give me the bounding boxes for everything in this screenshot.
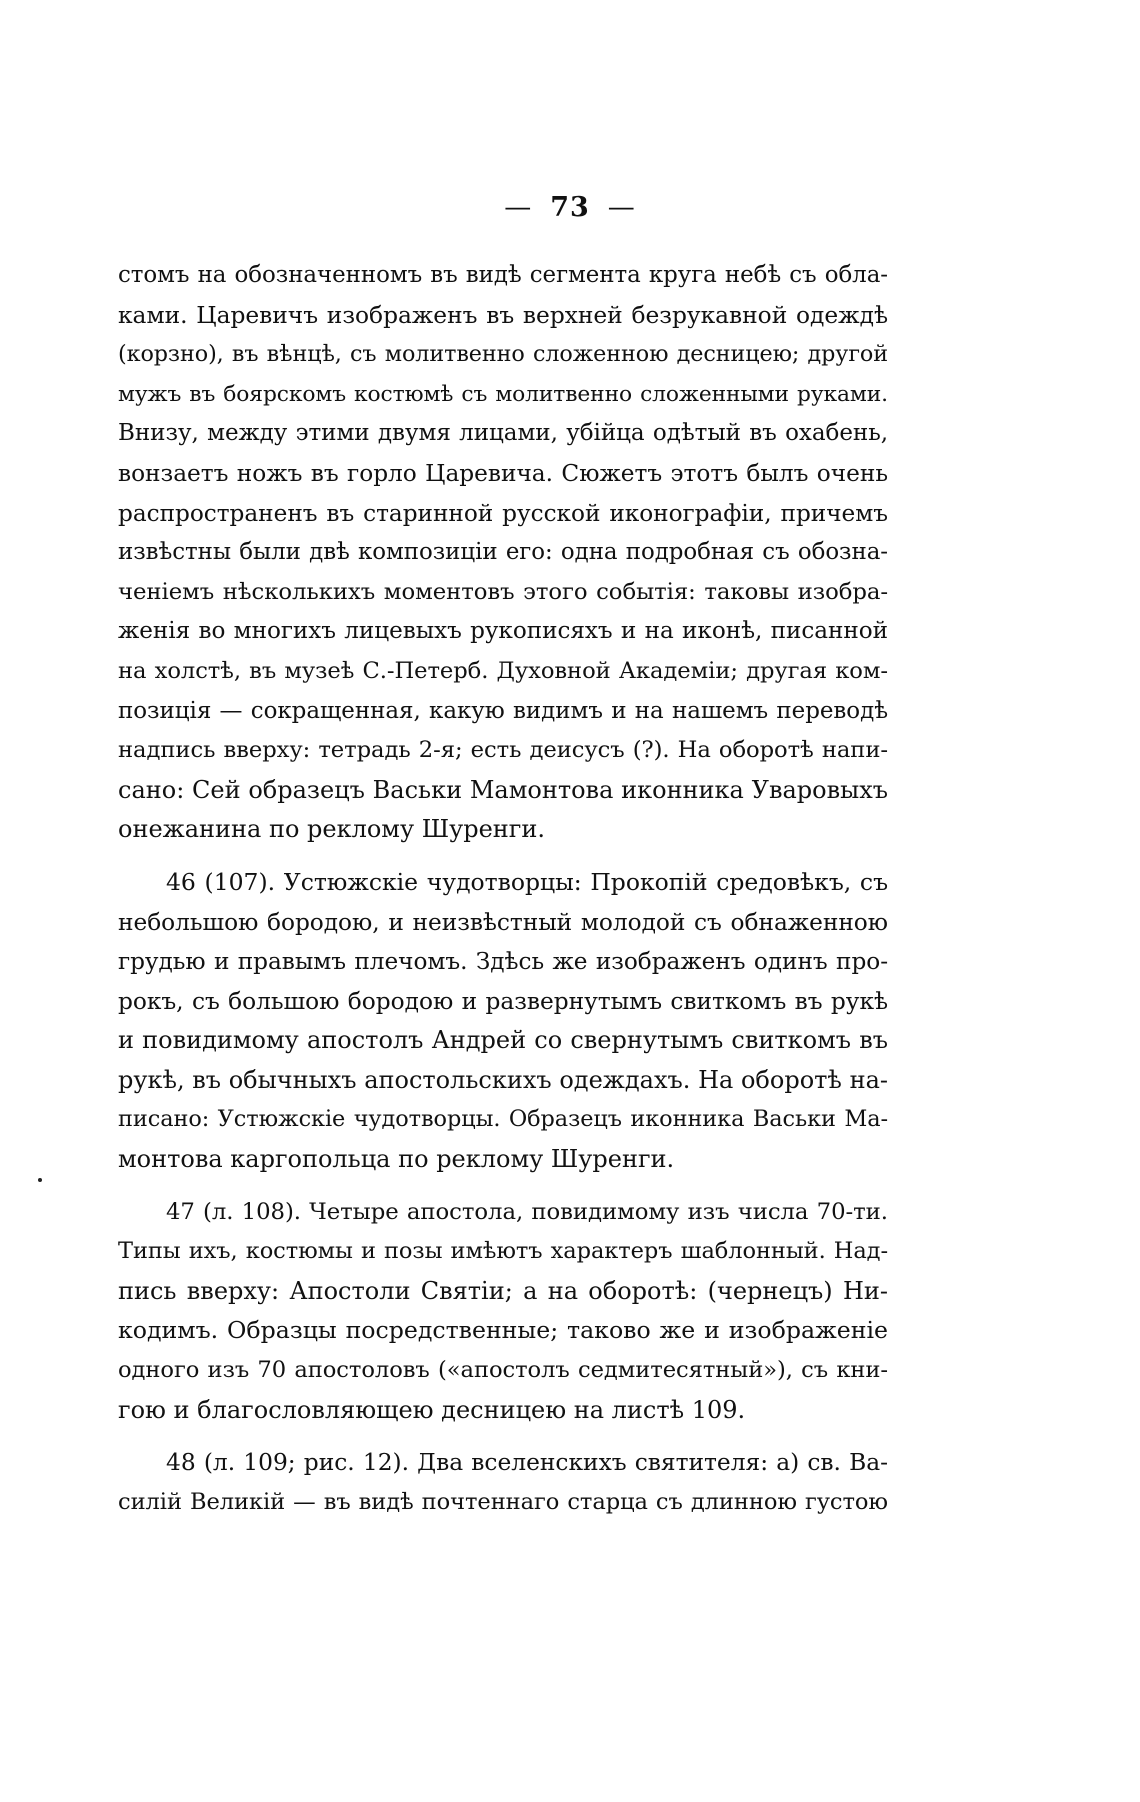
text-line: гою и благословляющею десницею на листѣ 109. xyxy=(118,1395,746,1424)
text-line: ками. Царевичъ изображенъ въ верхней безрукавной одеждѣ xyxy=(118,300,888,329)
paragraph-gap xyxy=(118,1430,888,1443)
text-line: и повидимому апостолъ Андрей со свернутымъ свиткомъ въ xyxy=(118,1026,888,1055)
text-line: Типы ихъ, костюмы и позы имѣютъ характеръ шаблонный. Над- xyxy=(118,1238,888,1265)
paragraph xyxy=(118,256,888,850)
text-line: Внизу, между этими двумя лицами, убійца одѣтый въ охабень, xyxy=(118,420,888,447)
paragraph xyxy=(118,1443,888,1522)
text-line: пись вверху: Апостоли Святіи; а на оборотѣ: (чернецъ) Ни- xyxy=(118,1276,888,1305)
paragraph xyxy=(118,863,888,1180)
text-line: (корзно), въ вѣнцѣ, съ молитвенно сложенною десницею; другой xyxy=(118,341,888,368)
text-line: мужъ въ боярскомъ костюмѣ съ молитвенно сложенными руками. xyxy=(118,381,888,407)
text-line: одного изъ 70 апостоловъ («апостолъ седмитесятный»), съ кни- xyxy=(118,1357,888,1384)
text-line: распространенъ въ старинной русской иконографіи, причемъ xyxy=(118,499,888,527)
text-line: монтова каргопольца по реклому Шуренги. xyxy=(118,1145,675,1174)
text-line: ченіемъ нѣсколькихъ моментовъ этого событія: таковы изобра- xyxy=(118,578,888,605)
paragraph-gap xyxy=(118,1180,888,1193)
stray-ink-mark xyxy=(38,1178,42,1182)
text-line: стомъ на обозначенномъ въ видѣ сегмента круга небѣ съ обла- xyxy=(118,262,888,288)
text-line: силій Великій — въ видѣ почтеннаго старца съ длинною густою xyxy=(118,1488,888,1515)
page-number xyxy=(0,192,1140,223)
text-line: писано: Устюжскіе чудотворцы. Образецъ иконника Васьки Ма- xyxy=(118,1106,888,1133)
text-line: 46 (107). Устюжскіе чудотворцы: Прокопій средовѣкъ, съ xyxy=(166,867,888,896)
text-line: небольшою бородою, и неизвѣстный молодой съ обнаженною xyxy=(118,908,888,936)
text-line: онежанина по реклому Шуренги. xyxy=(118,815,545,844)
text-line: на холстѣ, въ музеѣ С.-Петерб. Духовной Академіи; другая ком- xyxy=(118,657,888,684)
page-number-value: 73 xyxy=(550,192,590,223)
text-line: грудью и правымъ плечомъ. Здѣсь же изображенъ одинъ про- xyxy=(118,948,888,976)
text-line: надпись вверху: тетрадь 2-я; есть деисусъ (?). На оборотѣ напи- xyxy=(118,737,888,764)
text-line: рокъ, съ большою бородою и развернутымъ свиткомъ въ рукѣ xyxy=(118,987,888,1015)
text-line: рукѣ, въ обычныхъ апостольскихъ одеждахъ. На оборотѣ на- xyxy=(118,1065,888,1094)
text-line: кодимъ. Образцы посредственные; таково же и изображеніе xyxy=(118,1316,888,1345)
text-line: сано: Сей образецъ Васьки Мамонтова иконника Уваровыхъ xyxy=(118,775,888,804)
paragraph xyxy=(118,1193,888,1431)
text-line: извѣстны были двѣ композиціи его: одна подробная съ обозна- xyxy=(118,539,888,566)
page-number-dash-left: — xyxy=(504,192,533,223)
text-line: 47 (л. 108). Четыре апостола, повидимому изъ числа 70-ти. xyxy=(166,1198,888,1225)
text-line: женія во многихъ лицевыхъ рукописяхъ и на иконѣ, писанной xyxy=(118,618,888,645)
text-line: 48 (л. 109; рис. 12). Два вселенскихъ святителя: а) св. Ва- xyxy=(166,1448,888,1477)
text-line: вонзаетъ ножъ въ горло Царевича. Сюжетъ этотъ былъ очень xyxy=(118,459,888,487)
page-number-dash-right: — xyxy=(607,192,636,223)
text-line: позиція — сокращенная, какую видимъ и на нашемъ переводѣ xyxy=(118,697,888,724)
body-text xyxy=(118,256,888,1522)
paragraph-gap xyxy=(118,850,888,863)
